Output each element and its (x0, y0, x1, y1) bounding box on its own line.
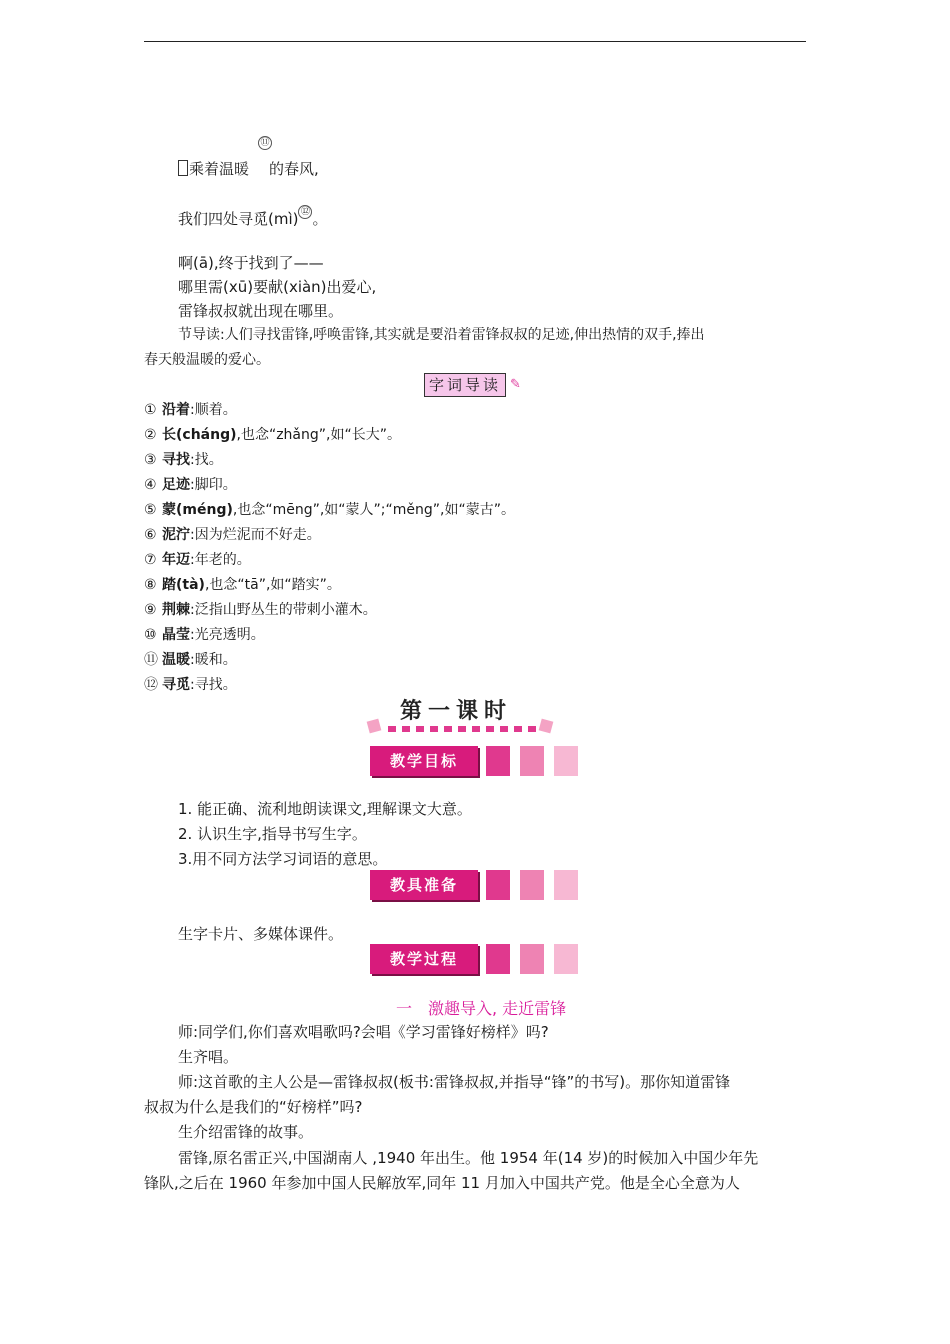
vocab-number: ⑪ (144, 652, 158, 668)
vocab-number: ⑤ (144, 502, 157, 518)
vocab-definition: :年老的。 (190, 552, 251, 568)
footnote-marker-12: ⑫ (298, 205, 312, 219)
vocab-number: ⑫ (144, 677, 158, 693)
teaching-process-tab: 教学过程 (370, 944, 580, 974)
poem-line-1: 乘着温暖 的春风, (178, 158, 319, 180)
process-paragraph: 师:这首歌的主人公是—雷锋叔叔(板书:雷锋叔叔,并指导“锋”的书写)。那你知道雷锋 (178, 1073, 731, 1091)
vocab-term: 沿着 (162, 402, 190, 418)
poem-line-4: 哪里需(xū)要献(xiàn)出爱心, (178, 278, 377, 296)
process-paragraph: 生介绍雷锋的故事。 (178, 1123, 314, 1141)
vocab-item (144, 550, 251, 570)
lesson-title: 第一课时 (400, 699, 513, 724)
vocab-term: 荆棘 (162, 602, 190, 618)
poem-line-2: 我们四处寻觅(mì) ⑫ 。 (178, 207, 328, 228)
vocab-term: 温暖 (162, 652, 190, 668)
placeholder-box-icon (178, 160, 188, 176)
vocab-number: ② (144, 427, 157, 443)
goal-item: 2. 认识生字,指导书写生字。 (178, 825, 367, 843)
goal-item: 1. 能正确、流利地朗读课文,理解课文大意。 (178, 800, 472, 818)
vocab-item (144, 425, 401, 445)
vocab-definition: :脚印。 (190, 477, 237, 493)
vocab-term: 年迈 (162, 552, 190, 568)
vocab-definition: :光亮透明。 (190, 627, 265, 643)
footnote-marker-11: ⑪ (258, 136, 272, 150)
vocab-term: 长(cháng) (162, 427, 237, 443)
vocab-term: 寻觅 (162, 677, 190, 693)
vocab-definition: :因为烂泥而不好走。 (190, 527, 321, 543)
teaching-tools-tab: 教具准备 (370, 870, 580, 900)
process-paragraph: 师:同学们,你们喜欢唱歌吗?会唱《学习雷锋好榜样》吗? (178, 1023, 549, 1041)
vocab-item (144, 475, 237, 495)
section-guide-line-2: 春天般温暖的爱心。 (144, 352, 270, 368)
poem-line-3: 啊(ā),终于找到了—— (178, 254, 324, 272)
process-paragraph: 生齐唱。 (178, 1048, 239, 1066)
goal-item: 3.用不同方法学习词语的意思。 (178, 850, 388, 868)
vocab-item (144, 625, 265, 645)
vocab-item (144, 675, 237, 695)
vocab-number: ① (144, 402, 157, 418)
vocab-item (144, 500, 515, 520)
vocab-definition: ,也念“tā”,如“踏实”。 (204, 577, 341, 593)
vocab-number: ③ (144, 452, 157, 468)
vocab-term: 寻找 (162, 452, 190, 468)
vocab-term: 踏(tà) (162, 577, 205, 593)
vocab-item (144, 650, 237, 670)
vocab-number: ⑦ (144, 552, 157, 568)
process-paragraph: 锋队,之后在 1960 年参加中国人民解放军,同年 11 月加入中国共产党。他是全心全意为人 (144, 1174, 740, 1192)
vocab-term: 蒙(méng) (162, 502, 233, 518)
vocab-item (144, 575, 341, 595)
teaching-goals-tab: 教学目标 (370, 746, 580, 776)
vocab-definition: ,也念“mēng”,如“蒙人”;“měng”,如“蒙古”。 (232, 502, 515, 518)
vocab-number: ⑩ (144, 627, 157, 643)
vocab-item (144, 600, 377, 620)
header-rule (144, 41, 806, 42)
vocab-item (144, 450, 223, 470)
vocab-term: 泥泞 (162, 527, 190, 543)
lesson-title-decoration (366, 718, 554, 736)
process-paragraph: 叔叔为什么是我们的“好榜样”吗? (144, 1098, 363, 1116)
vocab-definition: :找。 (190, 452, 223, 468)
vocab-number: ④ (144, 477, 157, 493)
vocab-definition: :暖和。 (190, 652, 237, 668)
tools-text: 生字卡片、多媒体课件。 (178, 925, 344, 943)
vocab-definition: :寻找。 (190, 677, 237, 693)
vocab-definition: :泛指山野丛生的带刺小灌木。 (190, 602, 377, 618)
vocab-item (144, 400, 237, 420)
process-heading: 一 激趣导入, 走近雷锋 (396, 999, 567, 1018)
vocab-number: ⑥ (144, 527, 157, 543)
poem-line-5: 雷锋叔叔就出现在哪里。 (178, 302, 344, 320)
vocab-definition: :顺着。 (190, 402, 237, 418)
process-paragraph: 雷锋,原名雷正兴,中国湖南人 ,1940 年出生。他 1954 年(14 岁)的时候加入中国少年先 (178, 1149, 759, 1167)
vocab-definition: ,也念“zhǎng”,如“长大”。 (236, 427, 401, 443)
vocab-number: ⑧ (144, 577, 157, 593)
pencil-icon: ✎ (510, 377, 521, 392)
vocab-item (144, 525, 321, 545)
vocab-number: ⑨ (144, 602, 157, 618)
section-guide-label: 节导读 (178, 327, 220, 343)
vocab-term: 足迹 (162, 477, 190, 493)
vocab-term: 晶莹 (162, 627, 190, 643)
section-guide-line-1: 节导读:人们寻找雷锋,呼唤雷锋,其实就是要沿着雷锋叔叔的足迹,伸出热情的双手,捧出 (178, 327, 705, 343)
vocab-guide-badge: 字词导读 (424, 373, 506, 397)
